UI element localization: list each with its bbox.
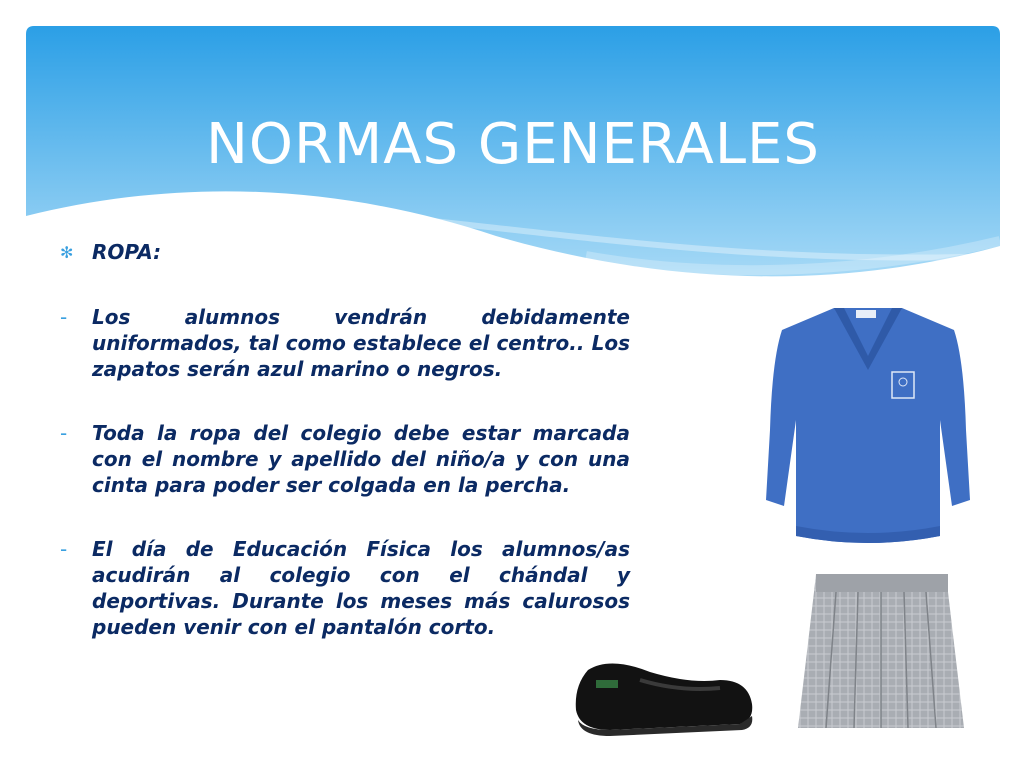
sweater-image <box>764 300 972 550</box>
skirt-image <box>796 570 966 735</box>
rule-item-3 <box>60 536 630 640</box>
rule-item-1 <box>60 304 630 382</box>
shoe-image <box>570 650 760 742</box>
dash-bullet-icon: - <box>60 537 68 561</box>
dash-bullet-icon: - <box>60 305 68 329</box>
dash-bullet-icon: - <box>60 421 68 445</box>
page-title: NORMAS GENERALES <box>206 111 820 177</box>
section-heading <box>60 240 630 264</box>
rules-content <box>60 240 630 678</box>
rule-item-2 <box>60 420 630 498</box>
rule-text: Los alumnos vendrán debidamente uniformados, tal como establece el centro.. Los zapatos serán azul marino o negros. <box>92 305 630 381</box>
rule-text: El día de Educación Física los alumnos/as acudirán al colegio con el chándal y deportivas. Durante los meses más calurosos pueden venir con el pantalón corto. <box>92 537 630 639</box>
asterisk-bullet-icon: ✻ <box>60 242 74 262</box>
rule-text: Toda la ropa del colegio debe estar marcada con el nombre y apellido del niño/a y con una cinta para poder ser colgada en la percha. <box>92 421 630 497</box>
section-heading-label: ROPA: <box>92 240 162 264</box>
